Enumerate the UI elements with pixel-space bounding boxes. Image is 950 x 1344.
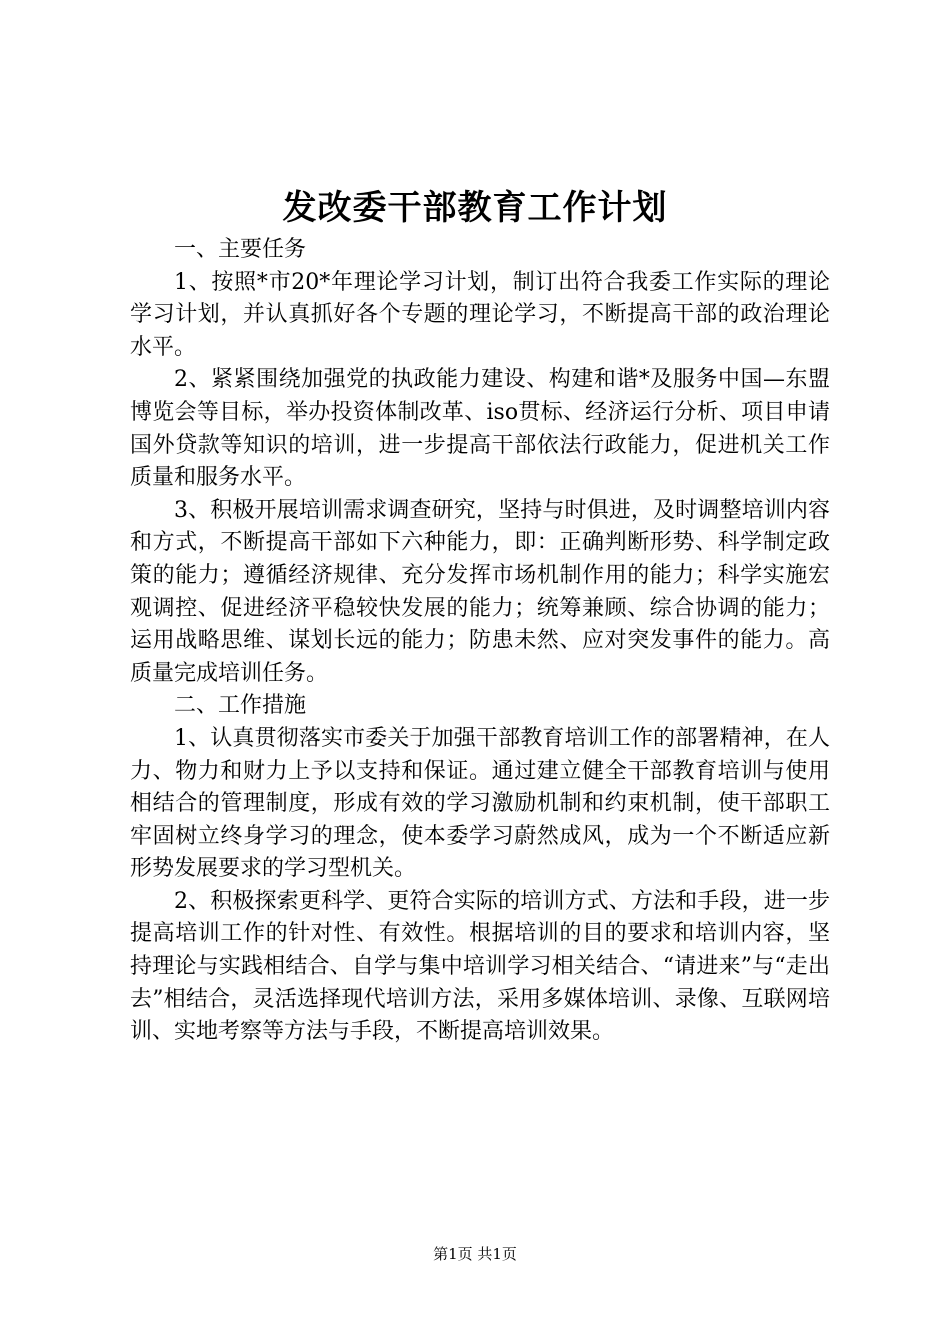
section-heading-main-tasks: 一、主要任务 bbox=[174, 237, 307, 262]
paragraph: 2、紧紧围绕加强党的执政能力建设、构建和谐*及服务中国—东盟博览会等目标，举办投资体制改革、iso贯标、经济运行分析、项目申请国外贷款等知识的培训，进一步提高干部依法行政能力，促进机关工作质量和服务水平。 bbox=[130, 367, 830, 491]
document-body bbox=[130, 234, 830, 1049]
paragraph: 2、积极探索更科学、更符合实际的培训方式、方法和手段，进一步提高培训工作的针对性、有效性。根据培训的目的要求和培训内容，坚持理论与实践相结合、自学与集中培训学习相关结合、“请进来”与“走出去”相结合，灵活选择现代培训方法，采用多媒体培训、录像、互联网培训、实地考察等方法与手段，不断提高培训效果。 bbox=[130, 888, 830, 1045]
paragraph: 3、积极开展培训需求调查研究，坚持与时俱进，及时调整培训内容和方式，不断提高干部如下六种能力，即：正确判断形势、科学制定政策的能力；遵循经济规律、充分发挥市场机制作用的能力；科学实施宏观调控、促进经济平稳较快发展的能力；统筹兼顾、综合协调的能力；运用战略思维、谋划长远的能力；防患未然、应对突发事件的能力。高质量完成培训任务。 bbox=[130, 497, 830, 686]
document-title: 发改委干部教育工作计划 bbox=[282, 188, 668, 228]
paragraph: 1、按照*市20*年理论学习计划，制订出符合我委工作实际的理论学习计划，并认真抓好各个专题的理论学习，不断提高干部的政治理论水平。 bbox=[130, 269, 830, 360]
section-heading-work-measures: 二、工作措施 bbox=[174, 693, 307, 719]
page-footer: 第1页 共1页 bbox=[433, 1245, 517, 1263]
paragraph: 1、认真贯彻落实市委关于加强干部教育培训工作的部署精神，在人力、物力和财力上予以支持和保证。通过建立健全干部教育培训与使用相结合的管理制度，形成有效的学习激励机制和约束机制，使干部职工牢固树立终身学习的理念，使本委学习蔚然成风，成为一个不断适应新形势发展要求的学习型机关。 bbox=[130, 725, 830, 882]
